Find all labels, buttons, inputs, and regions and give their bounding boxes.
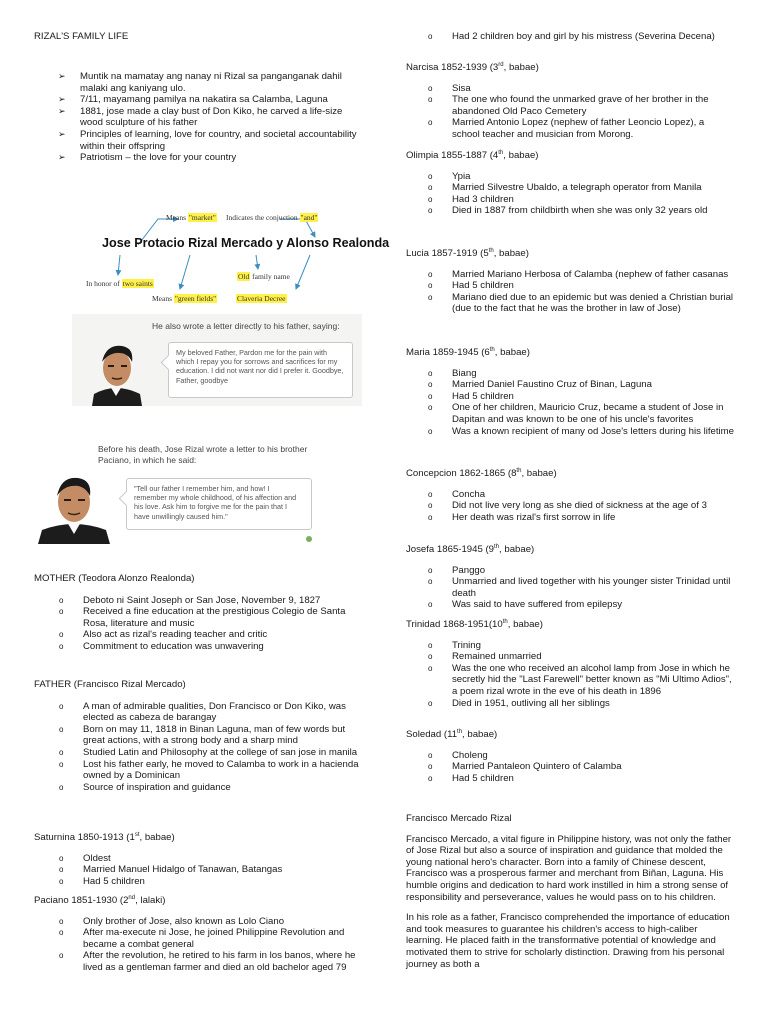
circle-bullet-icon: o (428, 663, 433, 673)
circle-bullet-icon: o (428, 269, 433, 279)
francisco-paragraph-1: Francisco Mercado, a vital figure in Philippine history, was not only the father of Jose Rizal but also a source of inspiration and guidance that molded the young national hero's character. Born into a family of Chinese descent, Francisco was a prosperous farmer and merchant from Biñan, Laguna. His humble origins and dedication to hard work instilled in him a strong sense of responsibility and perseverance, values he would pass on to his children. (406, 833, 732, 903)
circle-bullet-icon: o (59, 916, 64, 926)
list-item: o Did not live very long as she died of sickness at the age of 3 (428, 500, 707, 512)
list-item: o The one who found the unmarked grave of her brother in the abandoned Old Paco Cemetery (428, 94, 709, 117)
letter-father-caption: He also wrote a letter directly to his father, saying: (152, 321, 340, 331)
circle-bullet-icon: o (59, 876, 64, 886)
narcisa-heading: Narcisa 1852-1939 (3rd, babae) (406, 61, 539, 73)
circle-bullet-icon: o (428, 426, 433, 436)
father-section (34, 679, 364, 793)
arrow-bullet-icon: ➢ (58, 128, 66, 139)
green-fields-label: Means "green fields" (152, 294, 217, 303)
circle-bullet-icon: o (428, 600, 433, 610)
circle-bullet-icon: o (428, 577, 433, 587)
francisco-section (406, 813, 734, 970)
arrow-bullet-icon: ➢ (58, 152, 66, 163)
list-item: o Remained unmarried (428, 651, 542, 663)
paciano-heading: Paciano 1851-1930 (2nd, lalaki) (34, 894, 166, 906)
list-item: o Had 5 children (59, 875, 145, 887)
circle-bullet-icon: o (428, 762, 433, 772)
list-item: o Biang (428, 367, 477, 379)
list-item: o Had 3 children (428, 193, 514, 205)
honor-label: In honor of two saints (86, 279, 153, 288)
list-item: ➢ 1881, jose made a clay bust of Don Kiko, he carved a life-size wood sculpture of his father (58, 105, 343, 129)
letter-father-panel (72, 314, 362, 406)
list-item: o Sisa (428, 82, 471, 94)
circle-bullet-icon: o (59, 759, 64, 769)
conjunction-label: Indicates the conjuction "and" (226, 213, 318, 222)
list-item: o Died in 1951, outliving all her siblings (428, 697, 610, 709)
paciano-continued (406, 31, 734, 43)
list-item: o Was said to have suffered from epilepsy (428, 599, 623, 611)
olimpia-section (406, 150, 734, 217)
saturnina-heading: Saturnina 1850-1913 (1st, babae) (34, 831, 175, 843)
list-item: o Married Pantaleon Quintero of Calamba (428, 761, 622, 773)
circle-bullet-icon: o (428, 206, 433, 216)
circle-bullet-icon: o (428, 512, 433, 522)
circle-bullet-icon: o (428, 403, 433, 413)
circle-bullet-icon: o (428, 773, 433, 783)
list-item: o Received a fine education at the prestigious Colegio de Santa Rosa, literature and music (59, 606, 346, 629)
list-item: o Married Manuel Hidalgo of Tanawan, Batangas (59, 864, 283, 876)
circle-bullet-icon: o (428, 281, 433, 291)
circle-bullet-icon: o (428, 489, 433, 499)
circle-bullet-icon: o (428, 292, 433, 302)
letter-paciano-caption: Before his death, Jose Rizal wrote a letter to his brother Paciano, in which he said: (98, 444, 308, 465)
list-item: o Had 5 children (428, 390, 514, 402)
josefa-heading: Josefa 1865-1945 (9th, babae) (406, 543, 535, 555)
letter-father-quote: My beloved Father, Pardon me for the pain with which I repay you for sorrows and sacrifices for my education. I did not want nor did I prefer it. Goodbye, Father, goodbye (168, 342, 353, 398)
olimpia-heading: Olimpia 1855-1887 (4th, babae) (406, 149, 539, 161)
circle-bullet-icon: o (59, 747, 64, 757)
trinidad-section (406, 619, 734, 709)
lucia-section (406, 248, 734, 315)
list-item: o Panggo (428, 564, 486, 576)
page-title: RIZAL'S FAMILY LIFE (34, 31, 129, 42)
list-item: o Ypia (428, 170, 471, 182)
circle-bullet-icon: o (428, 640, 433, 650)
list-item: o Source of inspiration and guidance (59, 781, 231, 793)
circle-bullet-icon: o (59, 853, 64, 863)
saturnina-section (34, 832, 364, 887)
leaf-icon (304, 534, 314, 544)
list-item: o After ma-execute ni Jose, he joined Philippine Revolution and became a combat general (59, 927, 345, 950)
circle-bullet-icon: o (428, 750, 433, 760)
circle-bullet-icon: o (428, 83, 433, 93)
josefa-section (406, 544, 734, 611)
full-name-heading: Jose Protacio Rizal Mercado y Alonso Realonda (102, 236, 390, 250)
old-family-label: Old family name (238, 272, 290, 281)
circle-bullet-icon: o (428, 652, 433, 662)
circle-bullet-icon: o (59, 595, 64, 605)
list-item: o A man of admirable qualities, Don Francisco or Don Kiko, was elected as cabeza de barangay (59, 700, 346, 724)
circle-bullet-icon: o (428, 118, 433, 128)
circle-bullet-icon: o (59, 724, 64, 734)
lucia-heading: Lucia 1857-1919 (5th, babae) (406, 247, 529, 259)
list-item: o Married Mariano Herbosa of Calamba (nephew of father casanas (428, 268, 729, 280)
list-item: o Also act as rizal's reading teacher and critic (59, 629, 268, 641)
maria-section (406, 347, 734, 437)
list-item: ➢ Muntik na mamatay ang nanay ni Rizal sa panganganak dahil malaki ang kaniyang ulo. (58, 71, 342, 94)
arrow-bullet-icon: ➢ (58, 71, 66, 81)
circle-bullet-icon: o (428, 183, 433, 193)
mother-section (34, 573, 364, 653)
circle-bullet-icon: o (59, 782, 64, 792)
father-heading: FATHER (Francisco Rizal Mercado) (34, 679, 186, 690)
circle-bullet-icon: o (428, 95, 433, 105)
list-item: o Married Daniel Faustino Cruz of Binan, Laguna (428, 379, 652, 391)
maria-heading: Maria 1859-1945 (6th, babae) (406, 346, 530, 358)
list-item: o Commitment to education was unwavering (59, 640, 264, 652)
soledad-section (406, 729, 734, 784)
claveria-label: Claveria Decree (237, 294, 286, 303)
circle-bullet-icon: o (59, 928, 64, 938)
trinidad-heading: Trinidad 1868-1951(10th, babae) (406, 618, 543, 630)
list-item: o Oldest (59, 852, 111, 864)
arrow-bullet-icon: ➢ (58, 94, 66, 105)
paciano-section (34, 895, 364, 974)
circle-bullet-icon: o (59, 630, 64, 640)
circle-bullet-icon: o (428, 501, 433, 511)
circle-bullet-icon: o (428, 698, 433, 708)
arrow-bullet-icon: ➢ (58, 105, 66, 116)
list-item: o Only brother of Jose, also known as Lolo Ciano (59, 915, 285, 927)
circle-bullet-icon: o (428, 391, 433, 401)
list-item: o Trining (428, 639, 481, 651)
circle-bullet-icon: o (59, 701, 64, 711)
list-item: o Had 5 children (428, 772, 514, 784)
concepcion-section (406, 468, 734, 523)
list-item: o After the revolution, he retired to his farm in los banos, where he lived as a gentleman farmer and died an old bachelor aged 79 (59, 950, 356, 973)
list-item: o Was the one who received an alcohol lamp from Jose in which he secretly hid the "Last Farewell" better known as "Mi Ultimo Adios", a poem rizal wrote in the eve of his death in 1896 (428, 662, 732, 697)
list-item: ➢ Principles of learning, love for country, and societal accountability within their offspring (58, 128, 357, 152)
list-item: o Had 5 children (428, 280, 514, 292)
francisco-paragraph-2: In his role as a father, Francisco comprehended the importance of education and took measures to guarantee his children's access to high-caliber learning. He placed faith in the transformative potential of knowledge and motivated them to strive for scholarly distinction. Drawing from his personal journey as both a (406, 912, 730, 970)
list-item: ➢ 7/11, mayamang pamilya na nakatira sa Calamba, Laguna (58, 94, 328, 106)
circle-bullet-icon: o (428, 32, 433, 41)
list-item: o Married Silvestre Ubaldo, a telegraph operator from Manila (428, 182, 702, 194)
circle-bullet-icon: o (59, 865, 64, 875)
list-item: o Her death was rizal's first sorrow in life (428, 511, 616, 523)
letter-paciano-quote: "Tell our father I remember him, and how! I remember my whole childhood, of his affection and his love. Ask him to forgive me for the pain that I have unwillingly caused him." (126, 478, 312, 530)
circle-bullet-icon: o (428, 171, 433, 181)
list-item: o Had 2 children boy and girl by his mistress (Severina Decena) (428, 31, 715, 42)
letter-paciano-panel (34, 440, 314, 544)
list-item: o Studied Latin and Philosophy at the college of san jose in manila (59, 746, 358, 758)
list-item: o Mariano died due to an epidemic but was denied a Christian burial (due to the fact that he was the brother in law of Jose) (428, 291, 734, 315)
circle-bullet-icon: o (59, 641, 64, 651)
list-item: o Choleng (428, 749, 488, 761)
circle-bullet-icon: o (59, 951, 64, 961)
list-item: o Died in 1887 from childbirth when she was only 32 years old (428, 205, 708, 217)
mother-heading: MOTHER (Teodora Alonzo Realonda) (34, 573, 195, 584)
list-item: o Deboto ni Saint Joseph or San Jose, November 9, 1827 (59, 594, 321, 606)
circle-bullet-icon: o (428, 368, 433, 378)
concepcion-heading: Concepcion 1862-1865 (8th, babae) (406, 467, 557, 479)
francisco-heading: Francisco Mercado Rizal (406, 813, 512, 824)
list-item: o Was a known recipient of many od Jose's letters during his lifetime (428, 425, 734, 437)
list-item: ➢ Patriotism – the love for your country (58, 152, 237, 164)
circle-bullet-icon: o (428, 565, 433, 575)
narcisa-section (406, 62, 734, 141)
rizal-portrait-icon (84, 336, 148, 406)
circle-bullet-icon: o (428, 194, 433, 204)
list-item: o Concha (428, 488, 486, 500)
means-market-label: Means "market" (166, 213, 216, 222)
list-item: o Born on may 11, 1818 in Binan Laguna, man of few words but great actions, with a strong body and a sharp mind (59, 723, 346, 747)
rizal-portrait-icon (34, 468, 114, 544)
list-item: o Married Antonio Lopez (nephew of father Leoncio Lopez), a school teacher and musician from Morong. (428, 117, 705, 140)
circle-bullet-icon: o (428, 380, 433, 390)
intro-list (58, 71, 364, 164)
list-item: o Unmarried and lived together with his younger sister Trinidad until death (428, 576, 731, 599)
soledad-heading: Soledad (11th, babae) (406, 728, 498, 740)
circle-bullet-icon: o (59, 607, 64, 617)
list-item: o Lost his father early, he moved to Calamba to work in a hacienda owned by a Dominican (59, 758, 359, 782)
list-item: o One of her children, Mauricio Cruz, became a student of Jose in Dapitan and was known to be one of his uncle's favorites (428, 402, 724, 425)
